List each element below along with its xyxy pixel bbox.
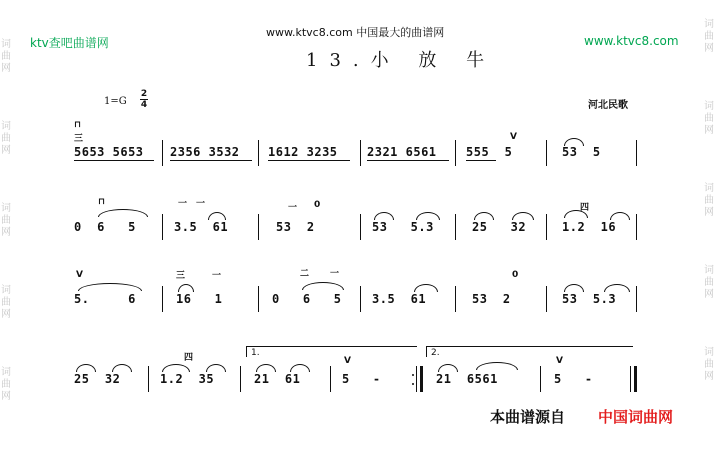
side-char: 网 <box>1 227 11 238</box>
bar-line <box>546 140 547 166</box>
measure-notes: 5 - <box>342 372 381 386</box>
side-char: 词 <box>1 39 11 50</box>
side-char: 网 <box>704 125 714 136</box>
slur-arc <box>610 212 630 220</box>
measure-notes: 21 61 <box>254 372 301 386</box>
song-title: 13.小 放 牛 <box>306 50 497 71</box>
finger-mark: 一 <box>196 199 206 209</box>
measure-notes: 1.2 35 <box>160 372 215 386</box>
finger-mark: 四 <box>184 353 194 363</box>
time-denominator: 4 <box>140 100 148 110</box>
side-char: 词 <box>704 101 714 112</box>
slur-arc <box>112 364 132 372</box>
measure-notes: 53 2 <box>472 292 511 306</box>
side-char: 曲 <box>1 297 11 308</box>
slur-arc <box>178 284 194 292</box>
right-watermark-column <box>703 0 717 452</box>
slur-arc <box>512 212 534 220</box>
side-char: 网 <box>704 289 714 300</box>
beam-line <box>367 160 449 161</box>
side-char: 网 <box>704 371 714 382</box>
measure-notes: 0 6 5 <box>272 292 342 306</box>
measure-notes: 2356 3532 <box>170 145 240 159</box>
measure-notes: 3.5 61 <box>372 292 427 306</box>
bar-line <box>360 214 361 240</box>
measure-notes: 16 1 <box>176 292 223 306</box>
measure-notes: 5. 6 <box>74 292 136 306</box>
slur-arc <box>474 212 494 220</box>
finger-mark: 三 <box>74 134 84 144</box>
finger-mark: 一 <box>178 199 188 209</box>
bar-line <box>540 366 541 392</box>
side-char: 网 <box>1 391 11 402</box>
repeat-dot <box>412 374 414 376</box>
side-char: 曲 <box>704 31 714 42</box>
source-label: 本曲谱源自 <box>490 408 566 426</box>
side-char: 网 <box>1 63 11 74</box>
finger-mark: 三 <box>176 271 186 281</box>
first-ending-bracket <box>246 346 417 357</box>
measure-notes: 21 6561 <box>436 372 498 386</box>
finger-mark: 一 <box>288 203 298 213</box>
slur-arc <box>564 284 584 292</box>
slur-arc <box>374 212 394 220</box>
measure-notes: 1.2 16 <box>562 220 617 234</box>
bar-line <box>162 140 163 166</box>
slur-arc <box>476 362 518 370</box>
measure-notes: 3.5 61 <box>174 220 229 234</box>
bar-line <box>636 140 637 166</box>
beam-line <box>466 160 496 161</box>
song-origin: 河北民歌 <box>588 100 628 111</box>
side-char: 曲 <box>1 51 11 62</box>
bar-line <box>258 214 259 240</box>
source-site-link[interactable]: 中国词曲网 <box>598 408 674 426</box>
slur-arc <box>208 212 226 220</box>
slur-arc <box>162 364 190 372</box>
accent-mark: V <box>344 356 351 366</box>
side-char: 词 <box>704 183 714 194</box>
measure-notes: 5 - <box>554 372 593 386</box>
side-char: 曲 <box>704 195 714 206</box>
accent-mark: V <box>76 270 83 280</box>
measure-notes: 1612 3235 <box>268 145 338 159</box>
repeat-bar-line <box>416 366 417 392</box>
slur-arc <box>78 283 142 291</box>
bar-line <box>360 140 361 166</box>
side-char: 词 <box>704 19 714 30</box>
side-char: 曲 <box>1 215 11 226</box>
finger-mark: 一 <box>330 269 340 279</box>
bar-line <box>240 366 241 392</box>
open-string-mark: 0 <box>314 200 321 210</box>
side-char: 曲 <box>1 133 11 144</box>
bar-line <box>258 286 259 312</box>
side-char: 词 <box>1 121 11 132</box>
bar-line <box>455 140 456 166</box>
open-string-mark: 0 <box>512 270 519 280</box>
measure-notes: 0 6 5 <box>74 220 136 234</box>
measure-notes: 5653 5653 <box>74 145 144 159</box>
side-char: 网 <box>704 207 714 218</box>
accent-mark: V <box>556 356 563 366</box>
bar-line <box>546 214 547 240</box>
side-char: 网 <box>1 309 11 320</box>
bar-line <box>546 286 547 312</box>
finger-mark: 四 <box>580 203 590 213</box>
bar-line <box>162 286 163 312</box>
bow-down-mark: ⊓ <box>98 197 106 207</box>
side-char: 词 <box>1 285 11 296</box>
side-char: 词 <box>704 265 714 276</box>
bow-down-mark: ⊓ <box>74 120 82 130</box>
beam-line <box>74 160 154 161</box>
beam-line <box>268 160 350 161</box>
bar-line <box>455 214 456 240</box>
first-ending-label: 1. <box>251 348 260 358</box>
side-char: 曲 <box>704 277 714 288</box>
finger-mark: 一 <box>212 271 222 281</box>
slur-arc <box>98 209 148 217</box>
bar-line <box>636 214 637 240</box>
second-ending-bracket <box>426 346 633 357</box>
site-watermark-left: ktv查吧曲谱网 <box>30 36 109 50</box>
side-char: 网 <box>1 145 11 156</box>
slur-arc <box>76 364 96 372</box>
side-char: 网 <box>704 43 714 54</box>
second-ending-label: 2. <box>431 348 440 358</box>
final-bar-line <box>630 366 631 392</box>
beam-line <box>170 160 252 161</box>
measure-notes: 53 5.3 <box>562 292 617 306</box>
accent-mark: V <box>510 132 517 142</box>
measure-notes: 53 2 <box>276 220 315 234</box>
site-watermark-right: www.ktvc8.com <box>584 34 679 48</box>
final-bar-line-thick <box>634 366 637 392</box>
slur-arc <box>290 364 310 372</box>
bar-line <box>455 286 456 312</box>
side-char: 词 <box>1 367 11 378</box>
side-char: 曲 <box>1 379 11 390</box>
left-watermark-column <box>0 0 14 452</box>
side-char: 词 <box>704 347 714 358</box>
slur-arc <box>414 284 438 292</box>
repeat-bar-line-thick <box>420 366 423 392</box>
bar-line <box>148 366 149 392</box>
bar-line <box>162 214 163 240</box>
site-watermark-top: www.ktvc8.com 中国最大的曲谱网 <box>266 26 445 39</box>
side-char: 曲 <box>704 359 714 370</box>
slur-arc <box>438 364 458 372</box>
repeat-dot <box>412 383 414 385</box>
measure-notes: 555 5 <box>466 145 513 159</box>
bar-line <box>636 286 637 312</box>
slur-arc <box>302 282 344 290</box>
slur-arc <box>416 212 440 220</box>
slur-arc <box>206 364 226 372</box>
measure-notes: 25 32 <box>74 372 121 386</box>
bar-line <box>330 366 331 392</box>
time-signature <box>140 90 148 109</box>
slur-arc <box>256 364 276 372</box>
time-numerator: 2 <box>140 89 148 99</box>
measure-notes: 53 5 <box>562 145 601 159</box>
side-char: 词 <box>1 203 11 214</box>
slur-arc <box>604 284 630 292</box>
measure-notes: 53 5.3 <box>372 220 434 234</box>
side-char: 曲 <box>704 113 714 124</box>
key-signature: 1=G <box>104 96 127 107</box>
measure-notes: 2321 6561 <box>367 145 437 159</box>
measure-notes: 25 32 <box>472 220 527 234</box>
bar-line <box>258 140 259 166</box>
bar-line <box>360 286 361 312</box>
finger-mark: 二 <box>300 269 310 279</box>
